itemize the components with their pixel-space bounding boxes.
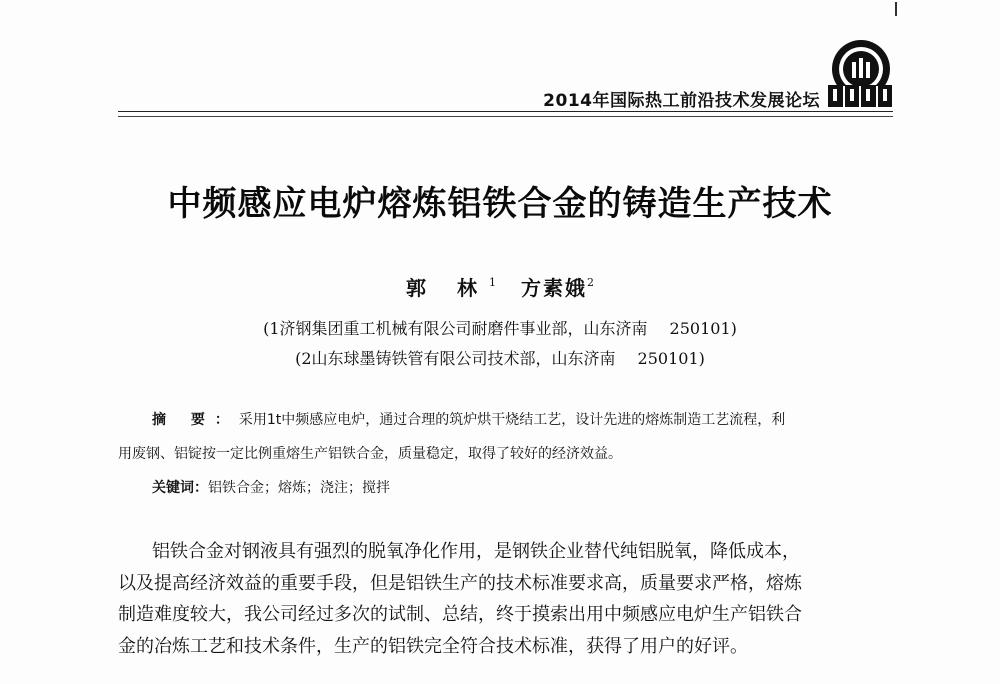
affiliation-2 [0, 346, 1000, 369]
affiliation-1 [0, 316, 1000, 339]
author-line [0, 272, 1000, 301]
affiliation-2-text: (2山东球墨铸铁管有限公司技术部，山东济南 [295, 349, 616, 368]
affiliation-1-code: 250101) [669, 319, 737, 338]
header-emblem-icon [828, 85, 892, 107]
running-header: 2014年国际热工前沿技术发展论坛 [543, 91, 820, 111]
keywords-text: 铝铁合金；熔炼；浇注；搅拌 [208, 480, 390, 496]
header-rule [118, 111, 893, 112]
author-2-name: 方素娥 [520, 276, 587, 300]
keywords-line [152, 477, 932, 497]
abstract-label: 摘 要： [152, 412, 239, 428]
abstract-line-1 [152, 409, 932, 429]
body-line-3: 制造难度较大，我公司经过多次的试制、总结，终于摸索出用中频感应电炉生产铝铁合 [118, 604, 802, 625]
abstract-text-1: 采用1t中频感应电炉，通过合理的筑炉烘干烧结工艺，设计先进的熔炼制造工艺流程，利 [238, 412, 786, 428]
body-line-1: 铝铁合金对钢液具有强烈的脱氧净化作用，是钢铁企业替代纯铝脱氧，降低成本， [152, 541, 800, 562]
affiliation-1-text: (1济钢集团重工机械有限公司耐磨件事业部，山东济南 [263, 319, 648, 338]
header-rule-thin [118, 116, 893, 117]
author-1-sup: 1 [489, 276, 496, 289]
affiliation-2-code: 250101) [637, 349, 705, 368]
paper-title: 中频感应电炉熔炼铝铁合金的铸造生产技术 [167, 184, 833, 224]
keywords-label: 关键词： [152, 480, 208, 496]
body-line-2: 以及提高经济效益的重要手段，但是铝铁生产的技术标准要求高，质量要求严格，熔炼 [118, 573, 802, 594]
author-2-sup: 2 [586, 276, 594, 289]
author-1-name: 郭 林 [406, 276, 489, 300]
body-line-4: 金的冶炼工艺和技术条件，生产的铝铁完全符合技术标准，获得了用户的好评。 [118, 636, 748, 657]
abstract-line-2: 用废钢、铝锭按一定比例重熔生产铝铁合金，质量稳定，取得了较好的经济效益。 [118, 446, 622, 462]
scan-mark [895, 2, 897, 16]
